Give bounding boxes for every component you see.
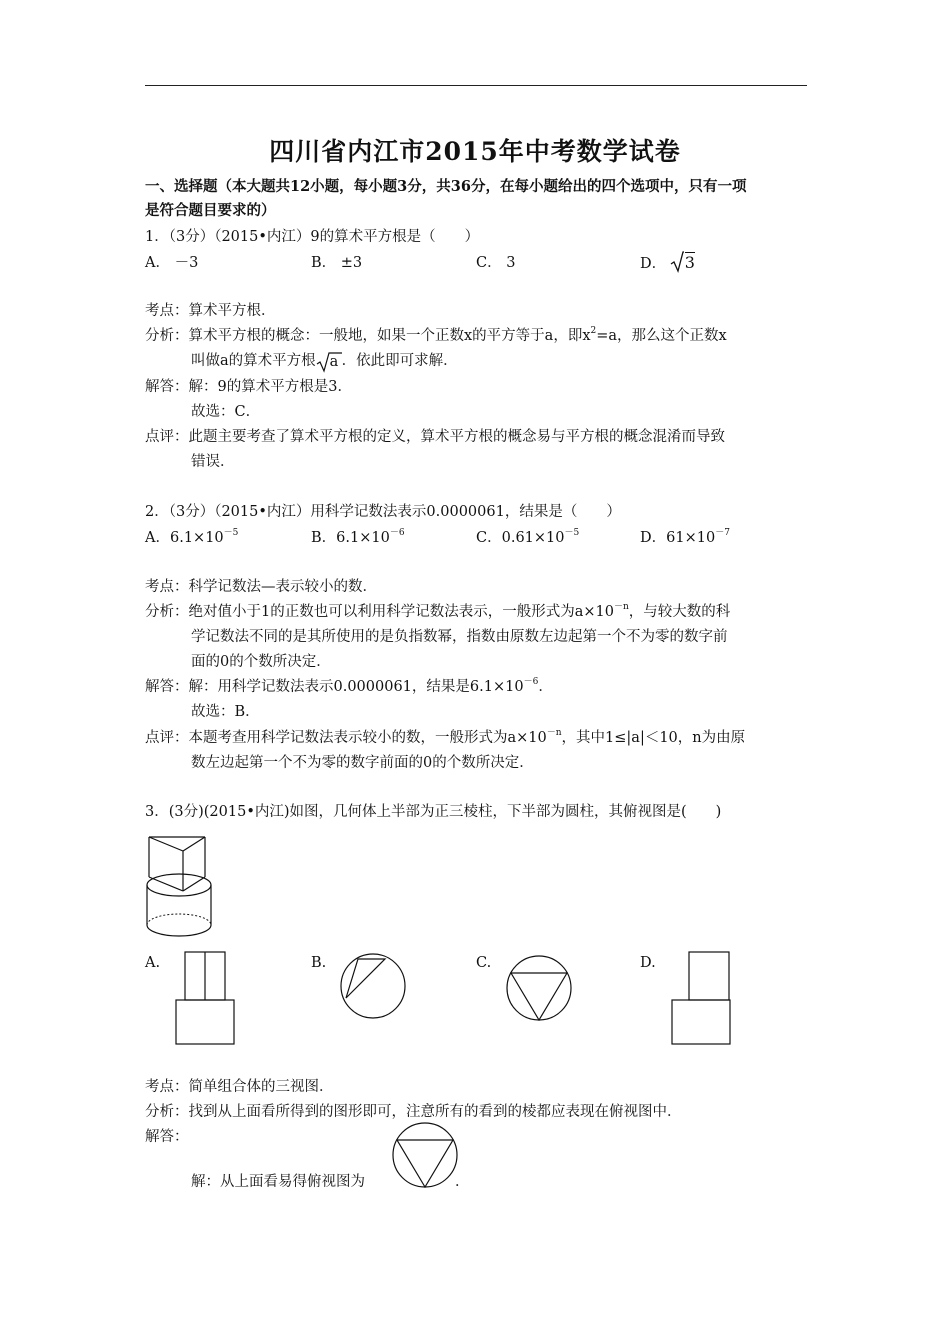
q3-option-c-label: C.: [476, 955, 492, 971]
q1-stem: 1．（3分）（2015•内江）9的算术平方根是（ ）: [145, 229, 480, 245]
q1-dianping: 点评：此题主要考查了算术平方根的定义，算术平方根的概念易与平方根的概念混淆而导致: [145, 429, 725, 445]
q2-fenxi-line2: 学记数法不同的是其所使用的是负指数幂，指数由原数左边起第一个不为零的数字前: [191, 629, 728, 645]
q1-fenxi-line2: 叫做a的算术平方根 a ．依此即可求解．: [191, 351, 458, 371]
q2-kaodian: 考点：科学记数法—表示较小的数．: [145, 579, 377, 595]
q2-dianping: 点评：本题考查用科学记数法表示较小的数，一般形式为$a\times 10^{-n}$，其中1≤|a|＜10，n为由原: [145, 728, 746, 746]
q3-answer-figure: [390, 1120, 460, 1190]
geometry-solid-figure: [143, 833, 215, 941]
q3-option-d-label: D.: [640, 955, 656, 971]
q3-option-c-figure: [504, 953, 574, 1023]
q1-option-d: D． 3: [640, 253, 695, 272]
q2-jieda-line2: 故选：B．: [191, 704, 260, 720]
q1-option-d-radicand: 3: [684, 253, 695, 272]
q2-option-b: B．$6.1\times 10^{-6}$: [311, 528, 405, 546]
q3-option-d-figure: [671, 951, 741, 1047]
q3-option-a-figure: [175, 951, 237, 1047]
q2-option-d: D．$61\times 10^{-7}$: [640, 528, 730, 546]
q1-dianping-line2: 错误．: [191, 454, 235, 470]
sqrt-a-formula: a: [316, 351, 342, 371]
q3-option-a-label: A.: [145, 955, 161, 971]
page-title: 四川省内江市2015年中考数学试卷: [269, 137, 681, 166]
q3-jieda-end: ．: [455, 1174, 470, 1190]
sqrt-symbol-icon: [670, 251, 684, 273]
q3-option-b-figure: [338, 951, 408, 1021]
q1-option-b: B． ±3: [311, 255, 363, 271]
q3-fenxi: 分析：找到从上面看所得到的图形即可，注意所有的看到的棱都应表现在俯视图中．: [145, 1104, 682, 1120]
q2-stem: 2．（3分）（2015•内江）用科学记数法表示0.0000061，结果是（ ）: [145, 504, 621, 520]
q1-jieda-line2: 故选：C．: [191, 404, 261, 420]
q1-option-c: C． 3: [476, 255, 516, 271]
q2-dianping-line2: 数左边起第一个不为零的数字前面的0的个数所决定．: [191, 755, 534, 771]
q2-fenxi: 分析：绝对值小于1的正数也可以利用科学记数法表示，一般形式为$a\times 10^{-n}$，与较大数的科: [145, 602, 731, 620]
q2-option-a: A．$6.1\times 10^{-5}$: [145, 528, 239, 546]
header-rule: [145, 85, 807, 86]
q3-stem: 3．(3分)(2015•内江)如图，几何体上半部为正三棱柱，下半部为圆柱，其俯视图是( ): [145, 804, 722, 820]
q1-fenxi: 分析：算术平方根的概念：一般地，如果一个正数x的平方等于a，即$x^2=a$，那么这个正数x: [145, 326, 727, 344]
q2-option-c: C．$0.61\times 10^{-5}$: [476, 528, 580, 546]
q3-kaodian: 考点：简单组合体的三视图．: [145, 1079, 334, 1095]
q3-option-b-label: B.: [311, 955, 327, 971]
q2-jieda: 解答：解：用科学记数法表示0.0000061，结果是$6.1\times 10^{-6}$．: [145, 677, 553, 695]
q1-kaodian: 考点：算术平方根．: [145, 303, 276, 319]
q3-jieda-text: 解：从上面看易得俯视图为: [191, 1174, 365, 1190]
q3-jieda: 解答：: [145, 1129, 189, 1145]
section-heading-line2: 是符合题目要求的）: [145, 202, 276, 219]
q1-jieda: 解答：解：9的算术平方根是3．: [145, 379, 352, 395]
q2-fenxi-line3: 面的0的个数所决定．: [191, 654, 331, 670]
q1-option-a: A． －3: [145, 255, 199, 271]
section-heading-line1: 一、选择题（本大题共12小题，每小题3分，共36分，在每小题给出的四个选项中，只有一项: [145, 178, 747, 195]
